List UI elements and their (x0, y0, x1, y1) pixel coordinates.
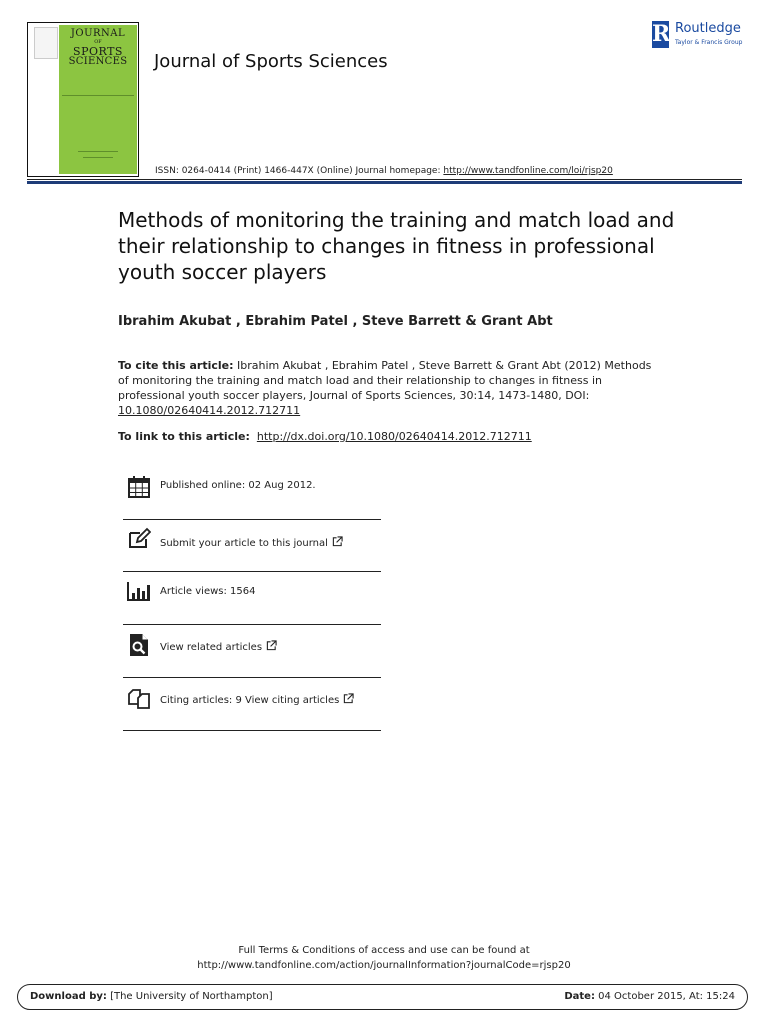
citing-articles-text: Citing articles: 9 View citing articles (160, 695, 340, 706)
info-divider (123, 730, 381, 731)
external-link-icon (266, 640, 277, 651)
article-views-row (123, 572, 381, 624)
external-link-icon (332, 536, 343, 547)
calendar-icon (127, 475, 151, 499)
external-link-icon (343, 693, 354, 704)
cover-title-sciences: SCIENCES (68, 56, 128, 67)
submit-article-link[interactable] (160, 536, 343, 549)
published-online-row (123, 470, 381, 522)
submit-article-text: Submit your article to this journal (160, 538, 328, 549)
download-value: [The University of Northampton] (106, 991, 273, 1002)
terms-line: Full Terms & Conditions of access and use can be found at (238, 945, 530, 956)
document-search-icon (127, 633, 151, 657)
cover-title (59, 29, 137, 67)
cover-title-sports: SPORTS (73, 45, 123, 58)
terms-block (0, 943, 768, 973)
journal-homepage-link[interactable]: http://www.tandfonline.com/loi/rjsp20 (443, 166, 613, 176)
cite-text: Ibrahim Akubat , Ebrahim Patel , Steve Barrett & Grant Abt (2012) Methods of monitoring the training and match load and their relationship to changes in fitness in professional youth soccer players, Journal of Sports Sciences, 30:14, 1473-1480, DOI: (118, 359, 652, 402)
link-label: To link to this article: (118, 430, 250, 443)
download-label: Download by: (30, 991, 107, 1002)
routledge-r-icon: R (652, 21, 671, 47)
cover-title-of: OF (94, 39, 102, 45)
citing-articles-icon (127, 686, 151, 710)
article-doi-link[interactable]: http://dx.doi.org/10.1080/02640414.2012.712711 (256, 430, 532, 443)
cite-label: To cite this article: (118, 359, 234, 372)
journal-cover (27, 22, 139, 177)
cover-decor-line (62, 95, 134, 96)
download-info (30, 991, 273, 1002)
cover-decor-line (83, 157, 113, 158)
edit-icon (127, 527, 151, 551)
published-online-text: Published online: 02 Aug 2012. (160, 480, 316, 491)
related-articles-link[interactable] (160, 640, 277, 653)
download-bar (17, 984, 748, 1010)
publisher-name: Routledge (675, 21, 741, 36)
article-link-line (118, 430, 532, 443)
download-date (564, 991, 735, 1002)
issn-line (155, 166, 613, 176)
terms-url[interactable]: http://www.tandfonline.com/action/journalInformation?journalCode=rjsp20 (197, 960, 571, 971)
submit-article-row[interactable] (123, 520, 381, 572)
article-authors: Ibrahim Akubat , Ebrahim Patel , Steve Barrett & Grant Abt (118, 314, 553, 329)
date-label: Date: (564, 991, 595, 1002)
related-articles-text: View related articles (160, 642, 263, 653)
citation-block (118, 358, 658, 418)
cover-title-journal: JOURNAL (70, 28, 126, 39)
related-articles-row[interactable] (123, 625, 381, 677)
article-title: Methods of monitoring the training and match load and their relationship to changes in fitness in professional youth soccer players (118, 208, 675, 284)
issn-text: ISSN: 0264-0414 (Print) 1466-447X (Online) Journal homepage: (155, 166, 444, 176)
date-value: 04 October 2015, At: 15:24 (594, 991, 735, 1002)
journal-title: Journal of Sports Sciences (154, 51, 388, 72)
header-divider-thin (27, 179, 742, 180)
header-divider-thick (27, 181, 742, 184)
publisher-logo (652, 20, 752, 50)
publisher-group: Taylor & Francis Group (675, 39, 743, 46)
cite-doi-link[interactable]: 10.1080/02640414.2012.712711 (118, 404, 301, 417)
bar-chart-icon (127, 579, 151, 603)
cover-label-strip (34, 27, 58, 59)
cover-decor-line (78, 151, 118, 152)
article-views-text: Article views: 1564 (160, 586, 256, 597)
citing-articles-link[interactable] (160, 693, 354, 706)
citing-articles-row[interactable] (123, 678, 381, 730)
